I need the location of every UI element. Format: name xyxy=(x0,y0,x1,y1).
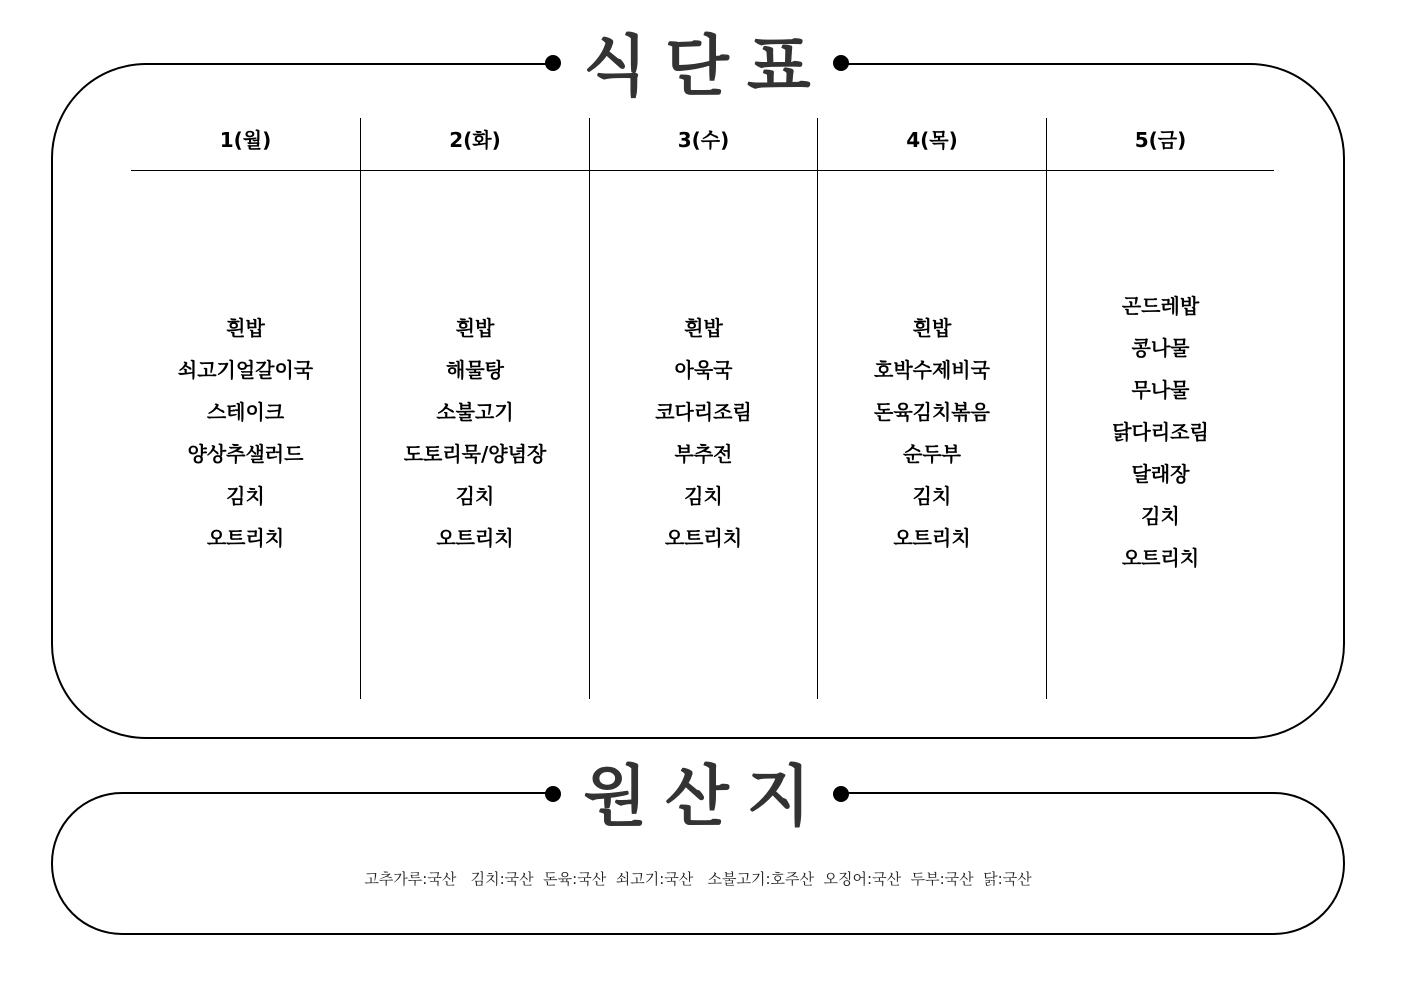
dish-item: 흰밥 xyxy=(455,316,495,340)
origin-title: 원산지 xyxy=(583,758,829,835)
origin-title-left-dot xyxy=(545,786,561,802)
dish-list-thu xyxy=(818,307,1046,559)
origin-title-block xyxy=(552,758,842,836)
dish-item: 아욱국 xyxy=(674,358,733,382)
dish-list-tue xyxy=(361,307,589,559)
dish-item: 닭다리조림 xyxy=(1112,420,1209,444)
day-label-tue: 2(화) xyxy=(449,128,501,152)
dish-item: 해물탕 xyxy=(446,358,504,382)
day-label-mon: 1(월) xyxy=(219,128,272,152)
dish-item: 김치 xyxy=(912,484,952,508)
dish-list-mon xyxy=(131,307,360,559)
dish-item: 오트리치 xyxy=(1121,546,1200,570)
dish-item: 코다리조림 xyxy=(655,400,752,424)
menu-table xyxy=(131,118,1274,699)
dish-item: 김치 xyxy=(684,484,723,508)
day-column-mon xyxy=(131,118,360,699)
dish-item: 흰밥 xyxy=(226,316,265,340)
menu-title-block xyxy=(552,28,842,106)
dish-item: 김치 xyxy=(226,484,265,508)
origin-info-text: 고추가루:국산 김치:국산 돈육:국산 쇠고기:국산 소불고기:호주산 오징어:국산 두부:국산 닭:국산 xyxy=(364,870,1032,888)
day-column-fri xyxy=(1046,118,1274,699)
dish-item: 스테이크 xyxy=(206,400,285,424)
dish-item: 김치 xyxy=(455,484,495,508)
menu-title: 식단표 xyxy=(583,28,829,105)
menu-title-right-dot xyxy=(833,55,849,71)
dish-item: 김치 xyxy=(1141,504,1180,528)
day-label-wed: 3(수) xyxy=(677,128,730,152)
day-label-thu: 4(목) xyxy=(906,128,958,152)
dish-item: 쇠고기얼갈이국 xyxy=(177,358,314,382)
dish-item: 오트리치 xyxy=(893,526,971,550)
dish-list-wed xyxy=(590,307,817,559)
day-column-thu xyxy=(817,118,1046,699)
day-label-fri: 5(금) xyxy=(1134,128,1187,152)
menu-title-left-dot xyxy=(545,55,561,71)
dish-item: 달래장 xyxy=(1131,462,1190,486)
day-column-wed xyxy=(589,118,817,699)
origin-title-right-dot xyxy=(833,786,849,802)
dish-item: 오트리치 xyxy=(436,526,514,550)
dish-item: 흰밥 xyxy=(912,316,952,340)
dish-item: 부추전 xyxy=(674,442,733,466)
dish-list-fri xyxy=(1047,285,1274,579)
dish-item: 순두부 xyxy=(903,442,961,466)
dish-item: 흰밥 xyxy=(684,316,723,340)
day-column-tue xyxy=(360,118,589,699)
dish-item: 오트리치 xyxy=(206,526,285,550)
dish-item: 호박수제비국 xyxy=(874,358,990,382)
dish-item: 소불고기 xyxy=(436,400,514,424)
dish-item: 곤드레밥 xyxy=(1121,294,1200,318)
dish-item: 양상추샐러드 xyxy=(187,442,304,466)
dish-item: 무나물 xyxy=(1131,378,1190,402)
dish-item: 콩나물 xyxy=(1131,336,1190,360)
dish-item: 오트리치 xyxy=(664,526,743,550)
dish-item: 도토리묵/양념장 xyxy=(403,442,547,466)
dish-item: 돈육김치볶음 xyxy=(874,400,990,424)
